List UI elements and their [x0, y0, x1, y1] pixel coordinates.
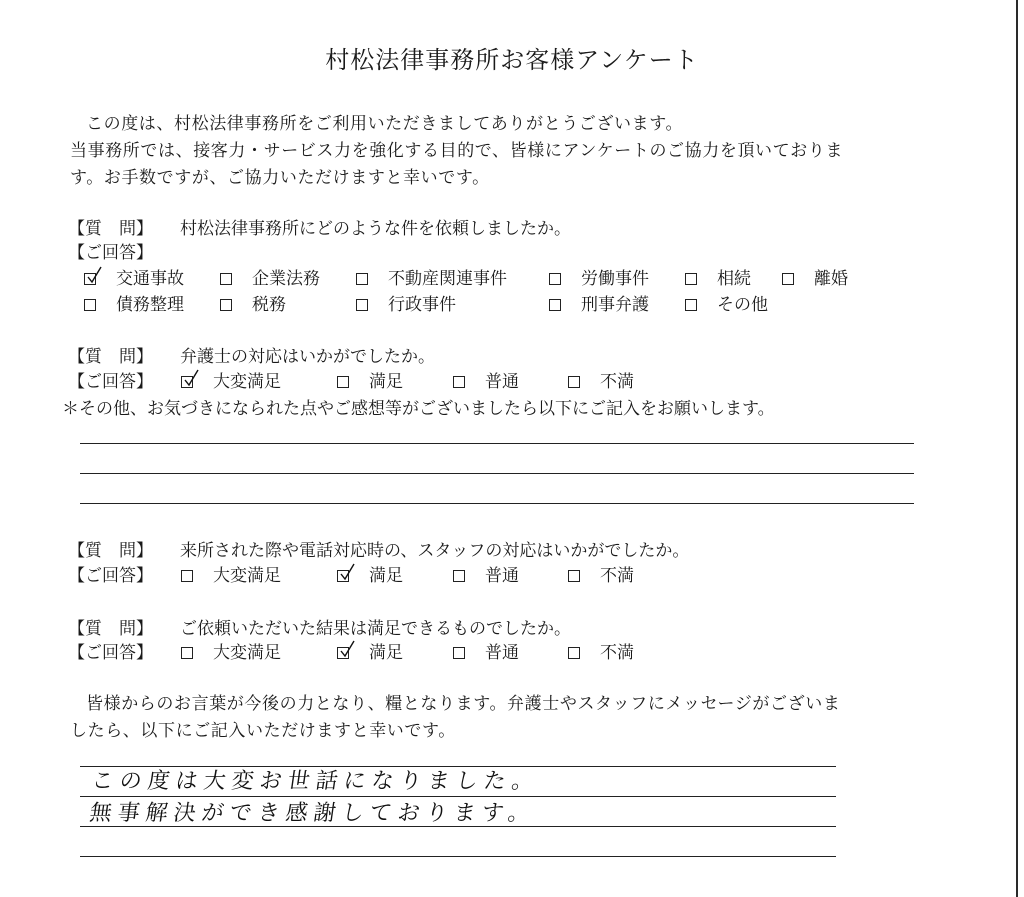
option-label: 満足 [369, 566, 403, 586]
page-edge [1016, 0, 1018, 897]
option-1[interactable] [84, 266, 184, 292]
option-2[interactable] [337, 640, 403, 666]
message-line [80, 856, 836, 857]
intro-line-2: 当事務所では、接客力・サービス力を強化する目的で、皆様にアンケートのご協力を頂いておりま [70, 141, 844, 161]
checkbox[interactable] [453, 376, 465, 388]
check-mark-icon [339, 639, 355, 659]
checked-checkbox[interactable] [84, 273, 96, 285]
checkbox[interactable] [568, 376, 580, 388]
option-1[interactable] [181, 640, 281, 666]
q2-answer-row [0, 369, 1024, 395]
option-5[interactable] [685, 266, 751, 292]
q1-options-row-1 [0, 266, 1024, 292]
option-label: 大変満足 [213, 566, 281, 586]
option-2[interactable] [337, 563, 403, 589]
option-label: 行政事件 [388, 295, 456, 315]
q1-text: 村松法律事務所にどのような件を依頼しましたか。 [180, 219, 571, 239]
answer-label: 【ご回答】 [68, 643, 153, 663]
checkbox[interactable] [782, 273, 794, 285]
option-label: 普通 [485, 566, 519, 586]
page-title: 村松法律事務所お客様アンケート [325, 46, 699, 74]
comment-line [80, 503, 914, 504]
intro-line-3: す。お手数ですが、ご協力いただけますと幸いです。 [70, 168, 490, 188]
question-label: 【質 問】 [68, 219, 153, 239]
intro-line-1: この度は、村松法律事務所をご利用いただきましてありがとうございます。 [86, 114, 684, 134]
comment-line [80, 443, 914, 444]
option-label: 企業法務 [252, 269, 320, 289]
q4-answer-row [0, 640, 1024, 666]
option-label: 不動産関連事件 [388, 269, 507, 289]
option-2[interactable] [337, 369, 403, 395]
option-label: その他 [717, 295, 768, 315]
checkbox[interactable] [685, 273, 697, 285]
option-5[interactable] [685, 292, 768, 318]
option-2[interactable] [220, 266, 320, 292]
option-4[interactable] [568, 563, 634, 589]
option-4[interactable] [568, 640, 634, 666]
checkbox[interactable] [549, 299, 561, 311]
checked-checkbox[interactable] [337, 647, 349, 659]
option-3[interactable] [356, 266, 507, 292]
handwritten-message-line-1: この度は大変お世話になりました。 [89, 769, 542, 794]
option-label: 刑事弁護 [581, 295, 649, 315]
option-label: 税務 [252, 295, 286, 315]
check-mark-icon [183, 368, 199, 388]
checkbox[interactable] [356, 273, 368, 285]
question-label: 【質 問】 [68, 347, 153, 367]
option-label: 不満 [600, 566, 634, 586]
q4-text: ご依頼いただいた結果は満足できるものでしたか。 [180, 619, 571, 639]
option-label: 交通事故 [116, 269, 184, 289]
checkbox[interactable] [568, 647, 580, 659]
closing-line-1: 皆様からのお言葉が今後の力となり、糧となります。弁護士やスタッフにメッセージがございま [86, 694, 841, 714]
checked-checkbox[interactable] [337, 570, 349, 582]
option-label: 満足 [369, 372, 403, 392]
comment-line [80, 473, 914, 474]
option-4[interactable] [549, 266, 649, 292]
option-label: 満足 [369, 643, 403, 663]
checkbox[interactable] [84, 299, 96, 311]
option-1[interactable] [84, 292, 184, 318]
answer-label: 【ご回答】 [68, 372, 153, 392]
option-4[interactable] [549, 292, 649, 318]
q3-answer-row [0, 563, 1024, 589]
option-label: 債務整理 [116, 295, 184, 315]
q2-text: 弁護士の対応はいかがでしたか。 [180, 347, 435, 367]
answer-label: 【ご回答】 [68, 243, 153, 263]
option-1[interactable] [181, 369, 281, 395]
option-label: 普通 [485, 372, 519, 392]
option-3[interactable] [453, 563, 519, 589]
closing-line-2: したら、以下にご記入いただけますと幸いです。 [70, 721, 456, 741]
answer-label: 【ご回答】 [68, 566, 153, 586]
option-label: 労働事件 [581, 269, 649, 289]
check-mark-icon [339, 562, 355, 582]
checkbox[interactable] [568, 570, 580, 582]
option-3[interactable] [453, 369, 519, 395]
option-3[interactable] [356, 292, 456, 318]
checked-checkbox[interactable] [181, 376, 193, 388]
option-1[interactable] [181, 563, 281, 589]
option-6[interactable] [782, 266, 848, 292]
q3-text: 来所された際や電話対応時の、スタッフの対応はいかがでしたか。 [180, 541, 690, 561]
question-label: 【質 問】 [68, 541, 153, 561]
option-label: 相続 [717, 269, 751, 289]
checkbox[interactable] [549, 273, 561, 285]
checkbox[interactable] [337, 376, 349, 388]
option-4[interactable] [568, 369, 634, 395]
checkbox[interactable] [356, 299, 368, 311]
option-label: 不満 [600, 372, 634, 392]
checkbox[interactable] [220, 299, 232, 311]
checkbox[interactable] [181, 647, 193, 659]
checkbox[interactable] [220, 273, 232, 285]
option-label: 大変満足 [213, 372, 281, 392]
question-label: 【質 問】 [68, 619, 153, 639]
q1-options-row-2 [0, 292, 1024, 318]
checkbox[interactable] [181, 570, 193, 582]
checkbox[interactable] [453, 570, 465, 582]
handwritten-message-line-2: 無事解決ができ感謝しております。 [87, 801, 538, 826]
checkbox[interactable] [685, 299, 697, 311]
check-mark-icon [86, 265, 102, 285]
q2-comment-prompt: ＊その他、お気づきになられた点やご感想等がございましたら以下にご記入をお願いします。 [62, 399, 775, 419]
option-2[interactable] [220, 292, 286, 318]
option-label: 不満 [600, 643, 634, 663]
option-3[interactable] [453, 640, 519, 666]
option-label: 大変満足 [213, 643, 281, 663]
option-label: 普通 [485, 643, 519, 663]
checkbox[interactable] [453, 647, 465, 659]
option-label: 離婚 [814, 269, 848, 289]
